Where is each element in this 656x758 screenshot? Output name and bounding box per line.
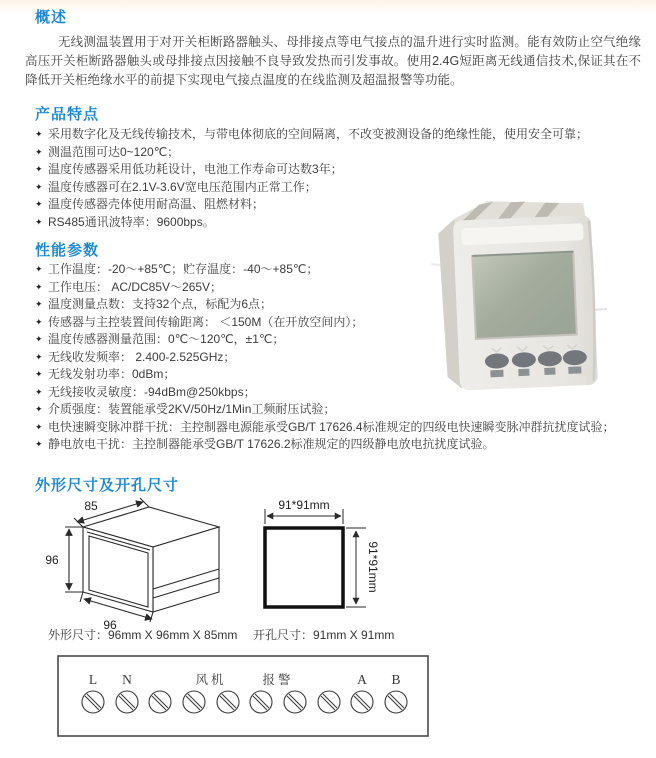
parameters-section-title: 性能参数 <box>35 242 100 259</box>
diamond-bullet-icon: ✦ <box>35 421 43 432</box>
terminal-label-N: N <box>122 672 132 687</box>
diamond-bullet-icon: ✦ <box>35 299 43 309</box>
diamond-bullet-icon: ✦ <box>35 369 43 379</box>
diamond-bullet-icon: ✦ <box>35 164 43 174</box>
feature-text: 测温范围可达0~120℃； <box>48 144 180 159</box>
outline-caption: 外形尺寸：96mm X 96mm X 85mm <box>48 628 238 642</box>
parameter-text: 介质强度：装置能承受2KV/50Hz/1Min工频耐压试验； <box>48 402 336 416</box>
cutout-caption: 开孔尺寸：91mm X 91mm <box>253 628 395 642</box>
parameter-text: 电快速瞬变脉冲群干扰：主控制器电源能承受GB/T 17626.4标准规定的四级电快速瞬变脉冲群抗扰度试验； <box>48 419 615 434</box>
parameter-text: 工作电压： AC/DC85V～265V； <box>48 279 223 294</box>
diamond-bullet-icon: ✦ <box>35 281 43 292</box>
cutout-height-label: 91*91mm <box>366 541 380 593</box>
feature-item <box>35 126 588 144</box>
dimensions-section-title: 外形尺寸及开孔尺寸 <box>35 477 180 494</box>
diamond-bullet-icon: ✦ <box>35 264 43 274</box>
diamond-bullet-icon: ✦ <box>35 439 43 449</box>
feature-text: 温度传感器可在2.1V-3.6V宽电压范围内正常工作； <box>48 179 317 194</box>
feature-item <box>35 144 588 162</box>
parameter-text: 温度测量点数：支持32个点，标配为6点； <box>48 297 273 311</box>
feature-text: 温度传感器采用低功耗设计，电池工作寿命可达数3年； <box>48 162 343 176</box>
parameter-item <box>35 436 615 454</box>
parameter-text: 静电放电干扰：主控制器能承受GB/T 17626.2标准规定的四级静电放电抗扰度试验。 <box>48 437 495 451</box>
features-section-title: 产品特点 <box>35 106 100 123</box>
panel-meter-photo <box>431 194 607 396</box>
product-photo <box>431 194 607 396</box>
terminal-label-fan: 风机 <box>195 673 227 687</box>
terminal-label-A: A <box>357 672 367 687</box>
diamond-bullet-icon: ✦ <box>35 386 43 397</box>
parameter-text: 传感器与主控装置间传输距离： ＜150M（在开放空间内）； <box>48 314 364 329</box>
diamond-bullet-icon: ✦ <box>35 181 43 192</box>
parameter-text: 无线收发频率： 2.400-2.525GHz； <box>48 349 236 364</box>
diamond-bullet-icon: ✦ <box>35 404 43 414</box>
outline-height-label: 96 <box>45 553 59 567</box>
diamond-bullet-icon: ✦ <box>35 129 43 139</box>
outline-width-label: 96 <box>103 618 117 632</box>
terminal-label-L: L <box>88 672 98 687</box>
feature-item <box>35 161 588 179</box>
terminal-label-alarm: 报警 <box>262 673 294 687</box>
diamond-bullet-icon: ✦ <box>35 199 43 209</box>
feature-text: 温度传感器壳体使用耐高温、阻燃材料； <box>48 197 265 211</box>
outline-dimension-diagram <box>38 494 233 632</box>
parameter-text: 温度传感器测量范围：0℃～120℃，±1℃； <box>48 332 285 346</box>
diamond-bullet-icon: ✦ <box>35 351 43 362</box>
parameter-text: 无线接收灵敏度：-94dBm@250kbps； <box>48 384 256 399</box>
diamond-bullet-icon: ✦ <box>35 146 43 157</box>
terminal-block-diagram <box>57 655 429 737</box>
cutout-width-label: 91*91mm <box>278 498 330 512</box>
diamond-bullet-icon: ✦ <box>35 216 43 227</box>
outline-depth-label: 85 <box>84 499 98 513</box>
feature-text: 采用数字化及无线传输技术，与带电体彻底的空间隔离，不改变被测设备的绝缘性能，使用安全可靠； <box>48 127 589 141</box>
parameter-item <box>35 401 615 419</box>
overview-section-title: 概述 <box>35 9 68 26</box>
diamond-bullet-icon: ✦ <box>35 316 43 327</box>
diamond-bullet-icon: ✦ <box>35 334 43 344</box>
parameter-item <box>35 419 615 437</box>
top-gradient-strip <box>0 0 656 14</box>
overview-paragraph: 无线测温装置用于对开关柜断路器触头、母排接点等电气接点的温升进行实时监测。能有效防止空气绝缘高压开关柜断路器触头或母排接点因接触不良导致发热而引发事故。使用2.4G短距离无线通信技术,保证其在不降低开关柜绝缘水平的前提下实现电气接点温度的在线监测及超温报警等功能。 <box>25 35 641 87</box>
feature-text: RS485通讯波特率：9600bps。 <box>48 214 215 229</box>
parameter-text: 无线发射功率：0dBm； <box>48 367 176 381</box>
terminal-label-B: B <box>391 672 401 687</box>
cutout-dimension-diagram <box>248 498 380 616</box>
parameter-text: 工作温度：-20～+85℃；贮存温度：-40～+85℃； <box>48 262 319 276</box>
